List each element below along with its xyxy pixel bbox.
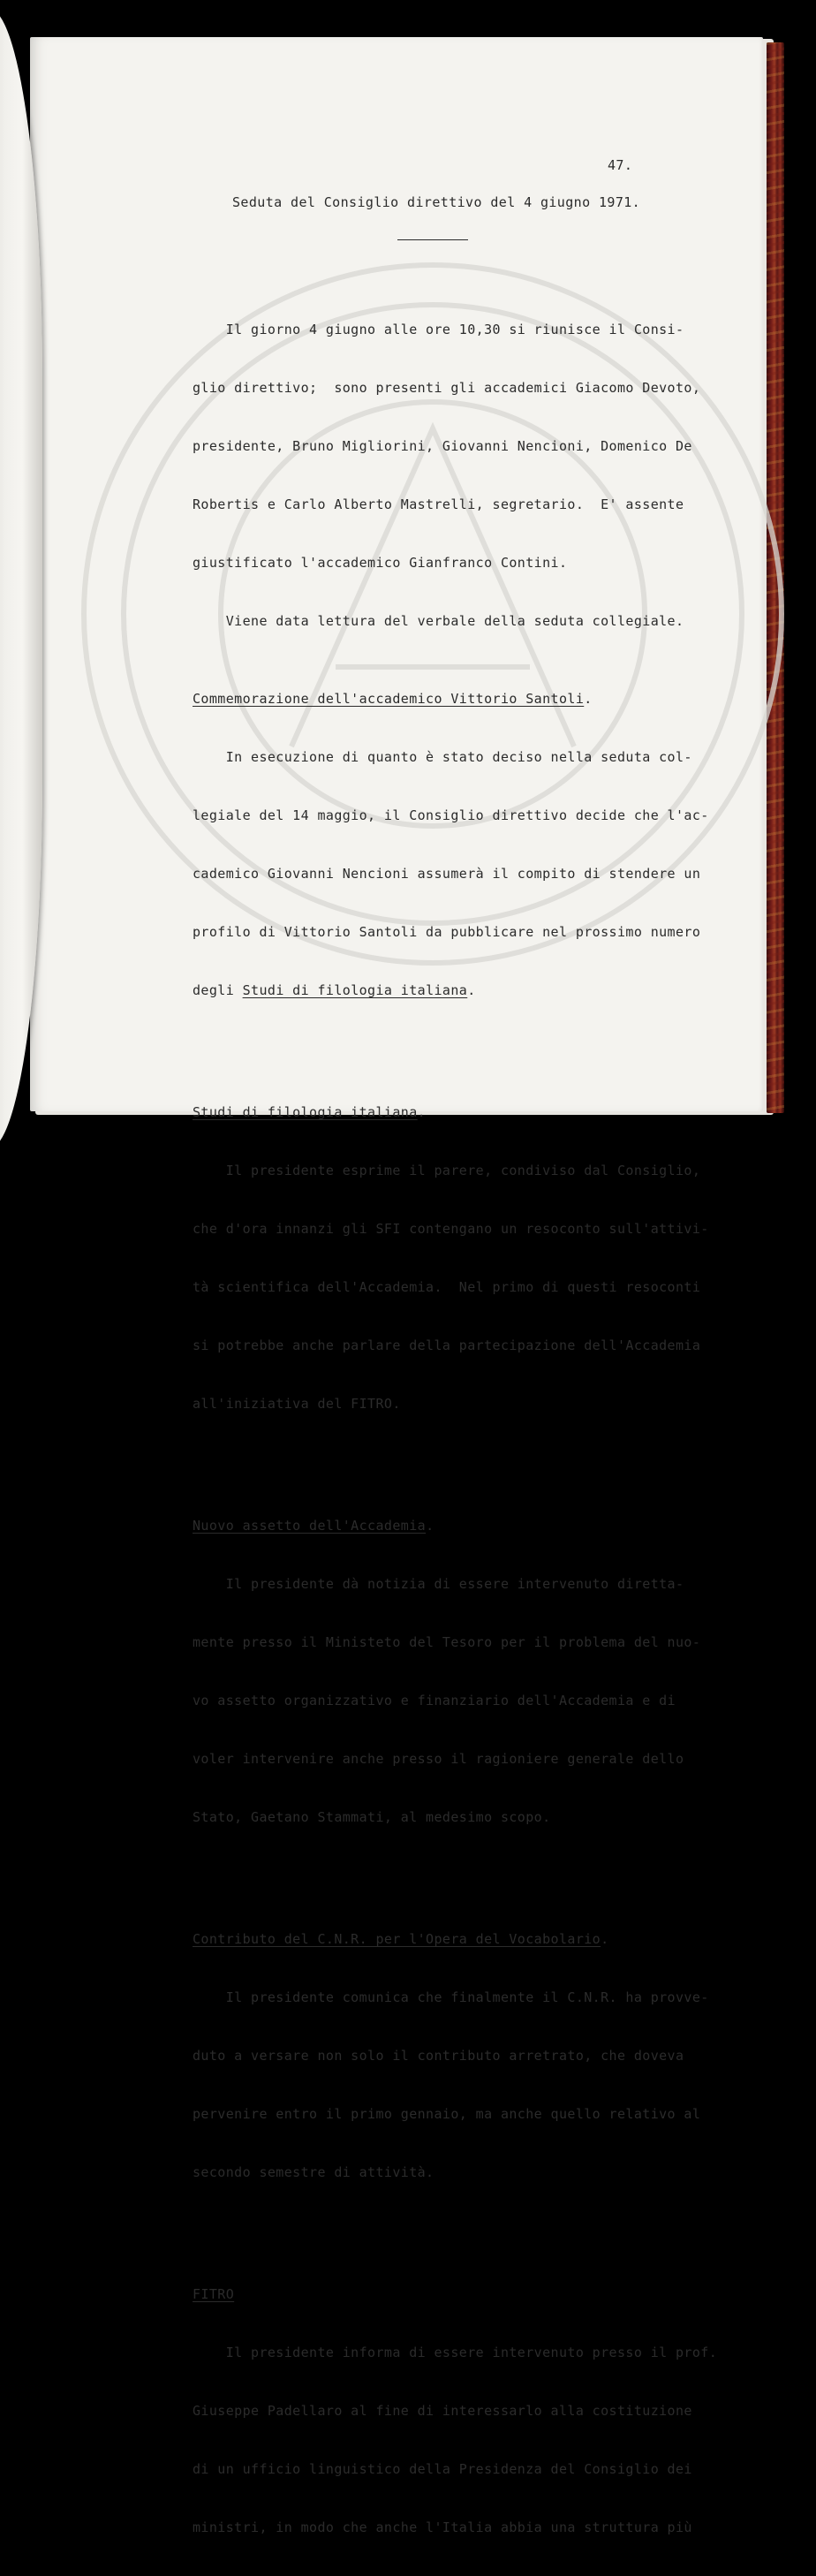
- section-heading-text: Contributo del C.N.R. per l'Opera del Vocabolario: [193, 1931, 601, 1947]
- journal-title: Studi di filologia italiana: [242, 982, 468, 998]
- intro-line: Il giorno 4 giugno alle ore 10,30 si riunisce il Consi-: [193, 322, 684, 337]
- section-line: secondo semestre di attività.: [193, 2164, 434, 2180]
- intro-line: giustificato l'accademico Gianfranco Contini.: [193, 555, 568, 571]
- section-heading-text: Studi di filologia italiana: [193, 1104, 418, 1120]
- section-heading: [193, 1929, 717, 1949]
- section-line: che d'ora innanzi gli SFI contengano un resoconto sull'attivi-: [193, 1221, 709, 1237]
- section-line: Il presidente esprime il parere, condiviso dal Consiglio,: [193, 1163, 701, 1178]
- section-heading: [193, 1102, 717, 1122]
- section-line: Il presidente dà notizia di essere intervenuto diretta-: [193, 1576, 684, 1592]
- section-heading-text: Commemorazione dell'accademico Vittorio Santoli: [193, 691, 585, 707]
- section-heading: [193, 2284, 717, 2304]
- section-line: duto a versare non solo il contributo arretrato, che doveva: [193, 2048, 684, 2064]
- intro-line: Viene data lettura del verbale della seduta collegiale.: [193, 613, 684, 629]
- section-heading-text: FITRO: [193, 2286, 235, 2302]
- title-rule: [397, 239, 468, 240]
- section-line: mente presso il Ministeto del Tesoro per il problema del nuo-: [193, 1634, 701, 1650]
- heading-suffix: .: [426, 1518, 434, 1534]
- section-line: Il presidente informa di essere intervenuto presso il prof.: [193, 2345, 718, 2360]
- heading-suffix: .: [601, 1931, 609, 1947]
- document-page: [30, 37, 763, 2535]
- document-title: Seduta del Consiglio direttivo del 4 giugno 1971.: [232, 194, 641, 210]
- section-heading-text: Nuovo assetto dell'Accademia: [193, 1518, 427, 1534]
- section-line: profilo di Vittorio Santoli da pubblicare nel prossimo numero: [193, 924, 701, 940]
- section-line: di un ufficio linguistico della Presidenza del Consiglio dei: [193, 2461, 692, 2477]
- section-line: [193, 981, 717, 1000]
- section-line: legiale del 14 maggio, il Consiglio direttivo decide che l'ac-: [193, 807, 709, 823]
- section-line: si potrebbe anche parlare della partecipazione dell'Accademia: [193, 1337, 701, 1353]
- section-line: vo assetto organizzativo e finanziario dell'Accademia e di: [193, 1693, 676, 1708]
- page-number: 47.: [608, 157, 633, 173]
- section-line: tà scientifica dell'Accademia. Nel primo di questi resoconti: [193, 1279, 701, 1295]
- section-heading: [193, 689, 717, 708]
- intro-line: presidente, Bruno Migliorini, Giovanni Nencioni, Domenico De: [193, 438, 692, 454]
- section-heading: [193, 1516, 717, 1535]
- section-line: Giuseppe Padellaro al fine di interessarlo alla costituzione: [193, 2403, 692, 2419]
- section-line: voler intervenire anche presso il ragioniere generale dello: [193, 1751, 684, 1767]
- section-line: cademico Giovanni Nencioni assumerà il compito di stendere un: [193, 866, 701, 882]
- line-prefix: degli: [193, 982, 243, 998]
- section-line: Il presidente comunica che finalmente il C.N.R. ha provve-: [193, 1989, 709, 2005]
- section-line: In esecuzione di quanto è stato deciso nella seduta col-: [193, 749, 692, 765]
- section-line: ministri, in modo che anche l'Italia abbia una struttura più: [193, 2519, 692, 2535]
- heading-suffix: .: [584, 691, 593, 707]
- document-body: [193, 281, 717, 2576]
- section-line: all'iniziativa del FITRO.: [193, 1396, 401, 1412]
- section-line: pervenire entro il primo gennaio, ma anche quello relativo al: [193, 2106, 701, 2122]
- heading-suffix: .: [417, 1104, 427, 1120]
- book-cover-edge: [767, 42, 784, 1113]
- section-line: Stato, Gaetano Stammati, al medesimo scopo.: [193, 1809, 551, 1825]
- intro-line: Robertis e Carlo Alberto Mastrelli, segretario. E' assente: [193, 496, 684, 512]
- line-suffix: .: [467, 982, 476, 998]
- intro-line: glio direttivo; sono presenti gli accademici Giacomo Devoto,: [193, 380, 701, 396]
